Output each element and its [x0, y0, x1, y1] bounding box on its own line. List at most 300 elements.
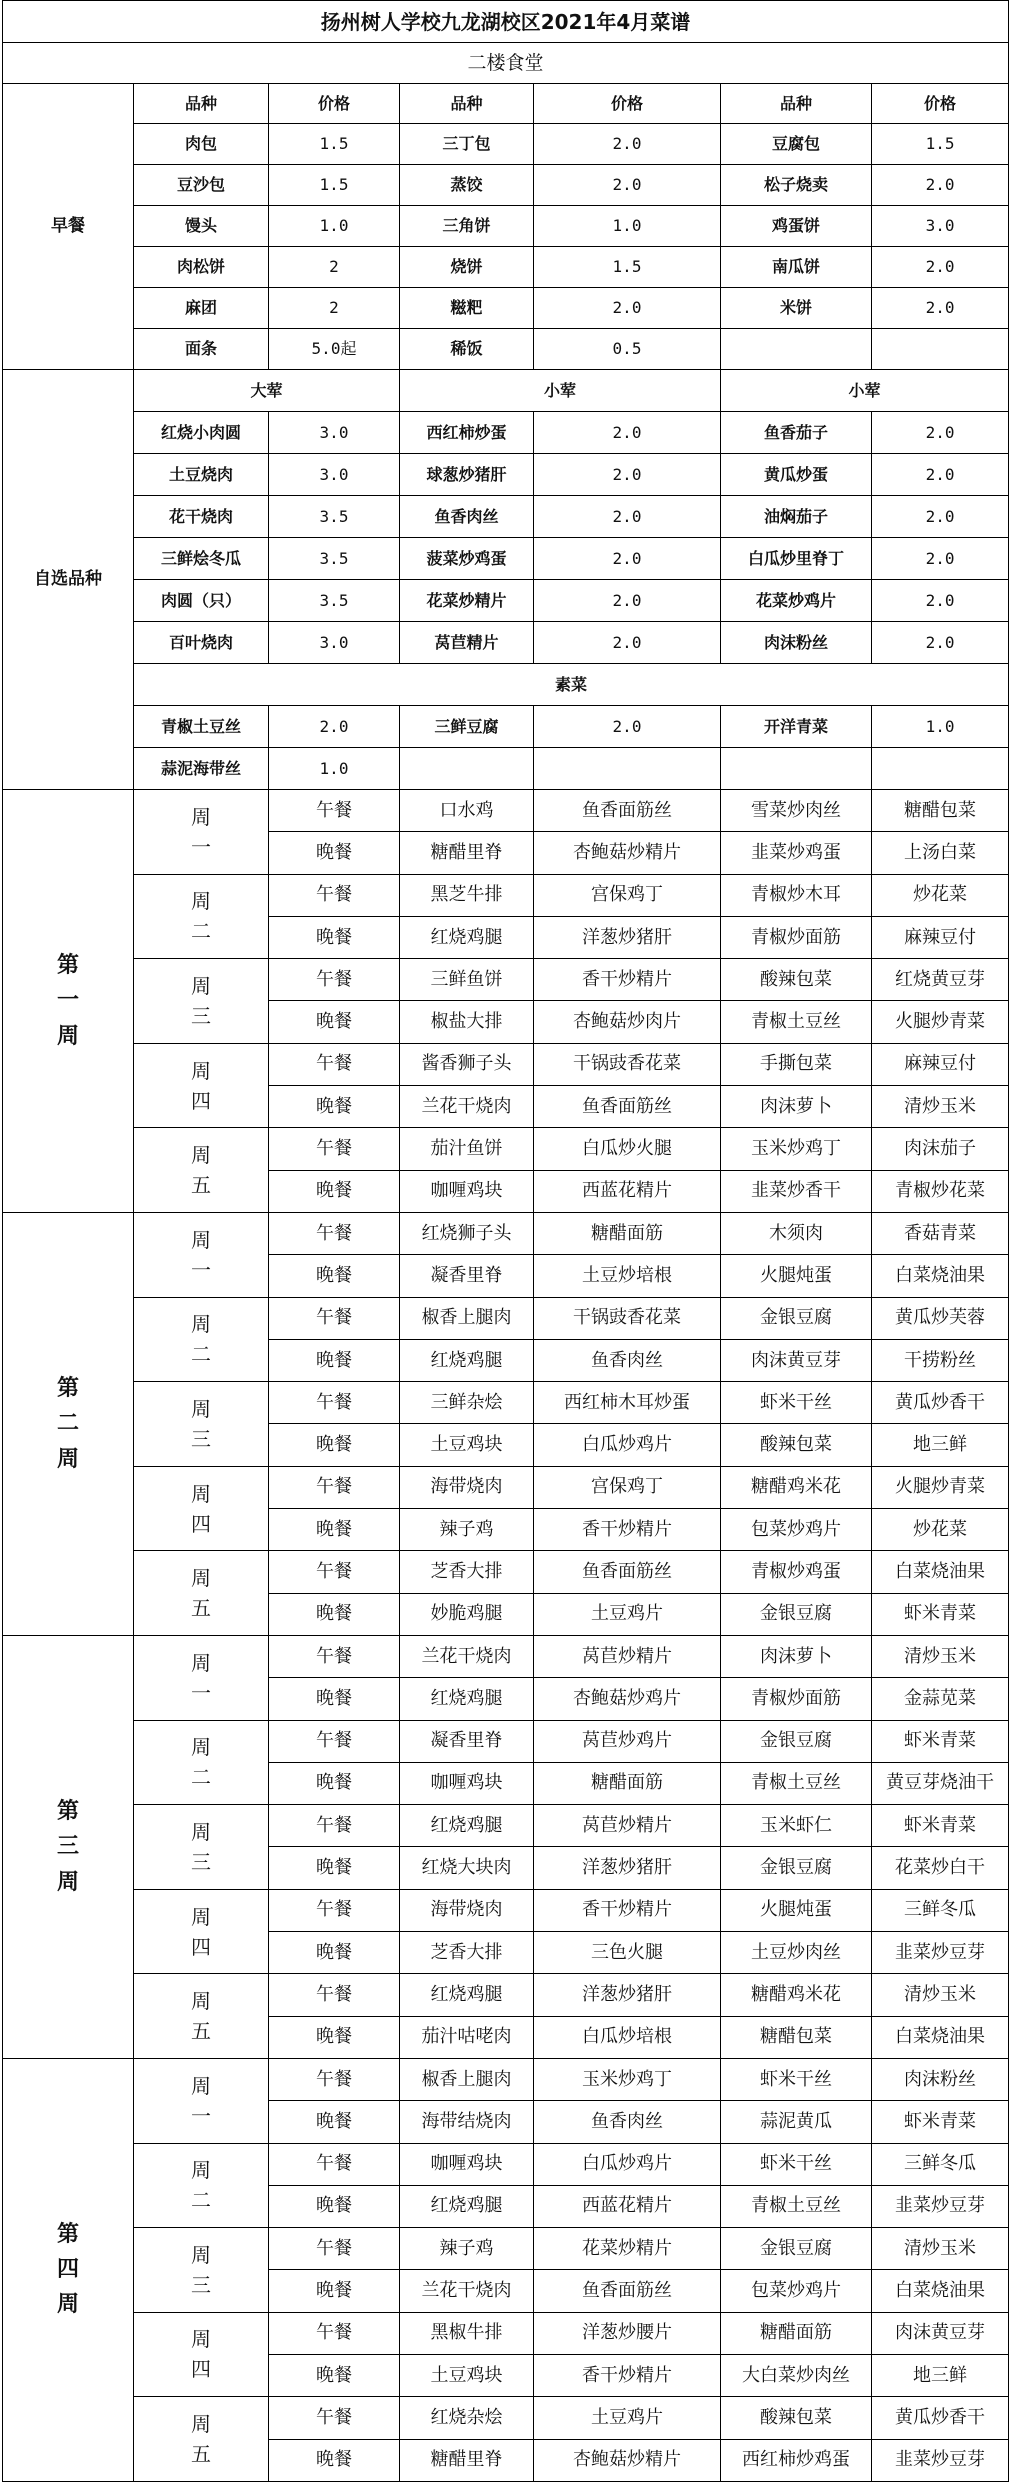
dish-name: 芝香大排 — [400, 1551, 534, 1593]
dish-name: 麻辣豆付 — [872, 916, 1009, 958]
veg-price: 2.0 — [534, 706, 721, 748]
dish-name: 红烧鸡腿 — [400, 1339, 534, 1381]
selfselect-price: 3.0 — [269, 454, 400, 496]
dish-name: 干锅豉香花菜 — [534, 1297, 721, 1339]
selfselect-row — [3, 580, 1009, 622]
dish-name: 蒜泥黄瓜 — [721, 2101, 872, 2143]
dish-name: 鱼香面筋丝 — [534, 790, 721, 832]
dish-name: 地三鲜 — [872, 1424, 1009, 1466]
day-label: 周 二 — [134, 874, 269, 959]
breakfast-price: 1.5 — [534, 247, 721, 288]
canteen-name: 二楼食堂 — [3, 43, 1009, 84]
dish-name: 妙脆鸡腿 — [400, 1593, 534, 1635]
selfselect-price: 2.0 — [534, 538, 721, 580]
dish-name: 清炒玉米 — [872, 1974, 1009, 2016]
dish-name: 香干炒精片 — [534, 959, 721, 1001]
breakfast-price: 2 — [269, 288, 400, 329]
dish-name: 三色火腿 — [534, 1932, 721, 1974]
meal-row — [3, 874, 1009, 916]
breakfast-item: 烧饼 — [400, 247, 534, 288]
selfselect-group-header: 小荤 — [400, 370, 721, 412]
veg-price: 1.0 — [269, 748, 400, 790]
dish-name: 兰花干烧肉 — [400, 1635, 534, 1677]
selfselect-price: 2.0 — [534, 622, 721, 664]
veg-header: 素菜 — [134, 664, 1009, 706]
selfselect-item: 莴苣精片 — [400, 622, 534, 664]
dish-name: 咖喱鸡块 — [400, 1170, 534, 1212]
dish-name: 火腿炒青菜 — [872, 1466, 1009, 1508]
breakfast-price: 1.0 — [534, 206, 721, 247]
selfselect-group-header: 大荤 — [134, 370, 400, 412]
meal-type: 晚餐 — [269, 1509, 400, 1551]
dish-name: 红烧杂烩 — [400, 2397, 534, 2439]
dish-name: 西蓝花精片 — [534, 2185, 721, 2227]
meal-row — [3, 1297, 1009, 1339]
meal-type: 午餐 — [269, 2143, 400, 2185]
breakfast-item: 鸡蛋饼 — [721, 206, 872, 247]
dish-name: 椒香上腿肉 — [400, 2058, 534, 2100]
breakfast-price: 2.0 — [872, 247, 1009, 288]
breakfast-item: 肉包 — [134, 124, 269, 165]
dish-name: 虾米青菜 — [872, 2101, 1009, 2143]
meal-type: 晚餐 — [269, 916, 400, 958]
dish-name: 洋葱炒猪肝 — [534, 1974, 721, 2016]
dish-name: 红烧鸡腿 — [400, 1974, 534, 2016]
dish-name: 凝香里脊 — [400, 1255, 534, 1297]
meal-type: 晚餐 — [269, 1593, 400, 1635]
dish-name: 洋葱炒猪肝 — [534, 916, 721, 958]
dish-name: 土豆炒培根 — [534, 1255, 721, 1297]
selfselect-item: 三鲜烩冬瓜 — [134, 538, 269, 580]
breakfast-row — [3, 247, 1009, 288]
breakfast-column-header: 价格 — [872, 84, 1009, 124]
selfselect-price: 2.0 — [872, 454, 1009, 496]
breakfast-item: 麻团 — [134, 288, 269, 329]
dish-name: 虾米干丝 — [721, 1382, 872, 1424]
meal-type: 午餐 — [269, 1382, 400, 1424]
dish-name: 虾米青菜 — [872, 1593, 1009, 1635]
meal-row — [3, 2312, 1009, 2354]
meal-type: 晚餐 — [269, 1001, 400, 1043]
dish-name: 清炒玉米 — [872, 1086, 1009, 1128]
dish-name: 青椒炒木耳 — [721, 874, 872, 916]
dish-name: 西蓝花精片 — [534, 1170, 721, 1212]
day-label: 周 三 — [134, 2228, 269, 2313]
breakfast-price: 5.0起 — [269, 329, 400, 370]
breakfast-column-header: 品种 — [400, 84, 534, 124]
menu-table-body — [3, 1, 1009, 2482]
breakfast-row — [3, 288, 1009, 329]
dish-name: 青椒炒面筋 — [721, 916, 872, 958]
dish-name: 芝香大排 — [400, 1932, 534, 1974]
meal-type: 午餐 — [269, 1128, 400, 1170]
veg-item: 三鲜豆腐 — [400, 706, 534, 748]
selfselect-item: 花菜炒鸡片 — [721, 580, 872, 622]
week-label: 第 一 周 — [3, 790, 134, 1213]
veg-row — [3, 748, 1009, 790]
breakfast-label: 早餐 — [3, 84, 134, 370]
dish-name: 白瓜炒鸡片 — [534, 1424, 721, 1466]
dish-name: 酸辣包菜 — [721, 959, 872, 1001]
selfselect-price: 3.0 — [269, 412, 400, 454]
dish-name: 清炒玉米 — [872, 1635, 1009, 1677]
menu-table — [2, 0, 1009, 2482]
selfselect-row — [3, 454, 1009, 496]
dish-name: 糖醋面筋 — [534, 1762, 721, 1804]
meal-row — [3, 2397, 1009, 2439]
dish-name: 韭菜炒鸡蛋 — [721, 832, 872, 874]
dish-name: 鱼香面筋丝 — [534, 2270, 721, 2312]
dish-name: 黑椒牛排 — [400, 2312, 534, 2354]
dish-name: 土豆鸡片 — [534, 1593, 721, 1635]
breakfast-item: 面条 — [134, 329, 269, 370]
breakfast-row — [3, 329, 1009, 370]
breakfast-item: 三丁包 — [400, 124, 534, 165]
meal-type: 午餐 — [269, 1466, 400, 1508]
dish-name: 鱼香面筋丝 — [534, 1086, 721, 1128]
dish-name: 麻辣豆付 — [872, 1043, 1009, 1085]
dish-name: 香菇青菜 — [872, 1212, 1009, 1254]
meal-row — [3, 1635, 1009, 1677]
breakfast-item: 蒸饺 — [400, 165, 534, 206]
breakfast-price: 1.5 — [872, 124, 1009, 165]
meal-type: 午餐 — [269, 2058, 400, 2100]
selfselect-price: 3.5 — [269, 538, 400, 580]
menu-title: 扬州树人学校九龙湖校区2021年4月菜谱 — [3, 1, 1009, 43]
dish-name: 花菜炒白干 — [872, 1847, 1009, 1889]
veg-price — [872, 748, 1009, 790]
selfselect-group-header: 小荤 — [721, 370, 1009, 412]
dish-name: 黑芝牛排 — [400, 874, 534, 916]
dish-name: 肉沫茄子 — [872, 1128, 1009, 1170]
veg-row — [3, 706, 1009, 748]
dish-name: 白瓜炒火腿 — [534, 1128, 721, 1170]
breakfast-price — [872, 329, 1009, 370]
dish-name: 青椒炒花菜 — [872, 1170, 1009, 1212]
selfselect-item: 花干烧肉 — [134, 496, 269, 538]
dish-name: 炒花菜 — [872, 874, 1009, 916]
meal-row — [3, 1974, 1009, 2016]
dish-name: 肉沫粉丝 — [872, 2058, 1009, 2100]
selfselect-price: 3.0 — [269, 622, 400, 664]
breakfast-item: 馒头 — [134, 206, 269, 247]
dish-name: 黄豆芽烧油干 — [872, 1762, 1009, 1804]
day-label: 周 四 — [134, 1043, 269, 1128]
dish-name: 白瓜炒鸡片 — [534, 2143, 721, 2185]
meal-row — [3, 2228, 1009, 2270]
dish-name: 红烧鸡腿 — [400, 2185, 534, 2227]
meal-type: 午餐 — [269, 2228, 400, 2270]
dish-name: 兰花干烧肉 — [400, 2270, 534, 2312]
dish-name: 凝香里脊 — [400, 1720, 534, 1762]
meal-type: 午餐 — [269, 1551, 400, 1593]
dish-name: 辣子鸡 — [400, 1509, 534, 1551]
dish-name: 海带烧肉 — [400, 1466, 534, 1508]
dish-name: 白菜烧油果 — [872, 1255, 1009, 1297]
day-label: 周 三 — [134, 959, 269, 1044]
dish-name: 肉沫黄豆芽 — [721, 1339, 872, 1381]
selfselect-item: 球葱炒猪肝 — [400, 454, 534, 496]
dish-name: 莴苣炒精片 — [534, 1805, 721, 1847]
selfselect-price: 2.0 — [534, 496, 721, 538]
dish-name: 虾米青菜 — [872, 1805, 1009, 1847]
dish-name: 宫保鸡丁 — [534, 874, 721, 916]
dish-name: 白瓜炒培根 — [534, 2016, 721, 2058]
dish-name: 土豆炒肉丝 — [721, 1932, 872, 1974]
dish-name: 糖醋鸡米花 — [721, 1466, 872, 1508]
selfselect-price: 2.0 — [872, 580, 1009, 622]
dish-name: 西红柿炒鸡蛋 — [721, 2439, 872, 2481]
dish-name: 茄汁咕咾肉 — [400, 2016, 534, 2058]
breakfast-item: 米饼 — [721, 288, 872, 329]
breakfast-price: 2.0 — [534, 124, 721, 165]
meal-type: 午餐 — [269, 1212, 400, 1254]
day-label: 周 四 — [134, 1889, 269, 1974]
breakfast-price: 2.0 — [534, 288, 721, 329]
breakfast-price: 0.5 — [534, 329, 721, 370]
dish-name: 红烧狮子头 — [400, 1212, 534, 1254]
dish-name: 海带烧肉 — [400, 1889, 534, 1931]
meal-row — [3, 1128, 1009, 1170]
dish-name: 花菜炒精片 — [534, 2228, 721, 2270]
meal-type: 晚餐 — [269, 2101, 400, 2143]
dish-name: 虾米干丝 — [721, 2143, 872, 2185]
dish-name: 糖醋里脊 — [400, 832, 534, 874]
meal-type: 午餐 — [269, 2312, 400, 2354]
meal-row — [3, 1212, 1009, 1254]
dish-name: 上汤白菜 — [872, 832, 1009, 874]
week-label: 第 二 周 — [3, 1212, 134, 1635]
meal-type: 晚餐 — [269, 2270, 400, 2312]
selfselect-item: 西红柿炒蛋 — [400, 412, 534, 454]
veg-item — [721, 748, 872, 790]
breakfast-item: 松子烧卖 — [721, 165, 872, 206]
breakfast-item: 稀饭 — [400, 329, 534, 370]
selfselect-item: 肉圆（只） — [134, 580, 269, 622]
dish-name: 白菜烧油果 — [872, 2270, 1009, 2312]
day-label: 周 四 — [134, 2312, 269, 2397]
veg-price: 2.0 — [269, 706, 400, 748]
dish-name: 火腿炖蛋 — [721, 1255, 872, 1297]
dish-name: 糖醋面筋 — [534, 1212, 721, 1254]
day-label: 周 三 — [134, 1382, 269, 1467]
breakfast-price: 1.5 — [269, 124, 400, 165]
dish-name: 金银豆腐 — [721, 2228, 872, 2270]
dish-name: 酸辣包菜 — [721, 1424, 872, 1466]
dish-name: 咖喱鸡块 — [400, 1762, 534, 1804]
dish-name: 韭菜炒豆芽 — [872, 1932, 1009, 1974]
breakfast-price: 3.0 — [872, 206, 1009, 247]
dish-name: 白菜烧油果 — [872, 1551, 1009, 1593]
breakfast-price: 1.0 — [269, 206, 400, 247]
breakfast-item: 糍粑 — [400, 288, 534, 329]
selfselect-item: 菠菜炒鸡蛋 — [400, 538, 534, 580]
selfselect-item: 白瓜炒里脊丁 — [721, 538, 872, 580]
selfselect-item: 肉沫粉丝 — [721, 622, 872, 664]
meal-type: 午餐 — [269, 790, 400, 832]
meal-type: 晚餐 — [269, 832, 400, 874]
meal-type: 晚餐 — [269, 1847, 400, 1889]
week-label: 第 三 周 — [3, 1635, 134, 2058]
dish-name: 青椒土豆丝 — [721, 1001, 872, 1043]
dish-name: 包菜炒鸡片 — [721, 2270, 872, 2312]
day-label: 周 一 — [134, 1212, 269, 1297]
dish-name: 玉米炒鸡丁 — [721, 1128, 872, 1170]
dish-name: 玉米虾仁 — [721, 1805, 872, 1847]
selfselect-row — [3, 412, 1009, 454]
day-label: 周 一 — [134, 790, 269, 875]
dish-name: 糖醋包菜 — [721, 2016, 872, 2058]
dish-name: 火腿炖蛋 — [721, 1889, 872, 1931]
dish-name: 洋葱炒猪肝 — [534, 1847, 721, 1889]
breakfast-item: 南瓜饼 — [721, 247, 872, 288]
meal-type: 晚餐 — [269, 2354, 400, 2396]
dish-name: 土豆鸡块 — [400, 2354, 534, 2396]
breakfast-column-header: 价格 — [534, 84, 721, 124]
dish-name: 糖醋里脊 — [400, 2439, 534, 2481]
dish-name: 青椒土豆丝 — [721, 1762, 872, 1804]
dish-name: 香干炒精片 — [534, 2354, 721, 2396]
dish-name: 火腿炒青菜 — [872, 1001, 1009, 1043]
selfselect-price: 2.0 — [534, 412, 721, 454]
dish-name: 红烧黄豆芽 — [872, 959, 1009, 1001]
selfselect-row — [3, 622, 1009, 664]
dish-name: 鱼香肉丝 — [534, 1339, 721, 1381]
dish-name: 西红柿木耳炒蛋 — [534, 1382, 721, 1424]
selfselect-row — [3, 496, 1009, 538]
meal-row — [3, 1382, 1009, 1424]
veg-header-row — [3, 664, 1009, 706]
meal-row — [3, 790, 1009, 832]
meal-type: 晚餐 — [269, 2016, 400, 2058]
dish-name: 杏鲍菇炒肉片 — [534, 1001, 721, 1043]
meal-row — [3, 2143, 1009, 2185]
week-label: 第 四 周 — [3, 2058, 134, 2481]
meal-type: 午餐 — [269, 1889, 400, 1931]
meal-type: 晚餐 — [269, 1762, 400, 1804]
dish-name: 黄瓜炒香干 — [872, 1382, 1009, 1424]
dish-name: 金银豆腐 — [721, 1720, 872, 1762]
day-label: 周 四 — [134, 1466, 269, 1551]
veg-item — [400, 748, 534, 790]
meal-row — [3, 1720, 1009, 1762]
dish-name: 酱香狮子头 — [400, 1043, 534, 1085]
dish-name: 红烧鸡腿 — [400, 1805, 534, 1847]
selfselect-item: 鱼香肉丝 — [400, 496, 534, 538]
meal-type: 晚餐 — [269, 2185, 400, 2227]
day-label: 周 一 — [134, 2058, 269, 2143]
dish-name: 肉沫黄豆芽 — [872, 2312, 1009, 2354]
dish-name: 鱼香肉丝 — [534, 2101, 721, 2143]
meal-type: 午餐 — [269, 1720, 400, 1762]
dish-name: 洋葱炒腰片 — [534, 2312, 721, 2354]
breakfast-item: 豆腐包 — [721, 124, 872, 165]
meal-type: 晚餐 — [269, 1424, 400, 1466]
dish-name: 茄汁鱼饼 — [400, 1128, 534, 1170]
breakfast-item: 豆沙包 — [134, 165, 269, 206]
meal-type: 晚餐 — [269, 1086, 400, 1128]
breakfast-item — [721, 329, 872, 370]
dish-name: 大白菜炒肉丝 — [721, 2354, 872, 2396]
dish-name: 兰花干烧肉 — [400, 1086, 534, 1128]
day-label: 周 二 — [134, 1297, 269, 1382]
dish-name: 糖醋鸡米花 — [721, 1974, 872, 2016]
dish-name: 雪菜炒肉丝 — [721, 790, 872, 832]
dish-name: 香干炒精片 — [534, 1889, 721, 1931]
meal-type: 午餐 — [269, 2397, 400, 2439]
breakfast-price: 1.5 — [269, 165, 400, 206]
dish-name: 清炒玉米 — [872, 2228, 1009, 2270]
selfselect-group-row — [3, 370, 1009, 412]
day-label: 周 二 — [134, 1720, 269, 1805]
breakfast-price: 2.0 — [872, 165, 1009, 206]
dish-name: 杏鲍菇炒精片 — [534, 2439, 721, 2481]
breakfast-item: 三角饼 — [400, 206, 534, 247]
breakfast-price: 2.0 — [534, 165, 721, 206]
breakfast-header-row — [3, 84, 1009, 124]
dish-name: 黄瓜炒芙蓉 — [872, 1297, 1009, 1339]
selfselect-item: 红烧小肉圆 — [134, 412, 269, 454]
veg-item: 蒜泥海带丝 — [134, 748, 269, 790]
day-label: 周 五 — [134, 1974, 269, 2059]
meal-type: 晚餐 — [269, 2439, 400, 2481]
dish-name: 金蒜苋菜 — [872, 1678, 1009, 1720]
breakfast-price: 2 — [269, 247, 400, 288]
selfselect-price: 3.5 — [269, 496, 400, 538]
day-label: 周 三 — [134, 1805, 269, 1890]
dish-name: 宫保鸡丁 — [534, 1466, 721, 1508]
selfselect-price: 2.0 — [534, 454, 721, 496]
veg-item: 青椒土豆丝 — [134, 706, 269, 748]
selfselect-label: 自选品种 — [3, 370, 134, 790]
dish-name: 肉沫萝卜 — [721, 1635, 872, 1677]
selfselect-price: 2.0 — [872, 496, 1009, 538]
dish-name: 玉米炒鸡丁 — [534, 2058, 721, 2100]
selfselect-price: 2.0 — [872, 412, 1009, 454]
dish-name: 椒盐大排 — [400, 1001, 534, 1043]
dish-name: 金银豆腐 — [721, 1297, 872, 1339]
meal-type: 晚餐 — [269, 1678, 400, 1720]
dish-name: 香干炒精片 — [534, 1509, 721, 1551]
day-label: 周 二 — [134, 2143, 269, 2228]
selfselect-price: 3.5 — [269, 580, 400, 622]
dish-name: 虾米干丝 — [721, 2058, 872, 2100]
meal-row — [3, 1551, 1009, 1593]
dish-name: 莴苣炒鸡片 — [534, 1720, 721, 1762]
dish-name: 手撕包菜 — [721, 1043, 872, 1085]
dish-name: 虾米青菜 — [872, 1720, 1009, 1762]
meal-type: 午餐 — [269, 874, 400, 916]
dish-name: 金银豆腐 — [721, 1593, 872, 1635]
dish-name: 青椒炒面筋 — [721, 1678, 872, 1720]
selfselect-row — [3, 538, 1009, 580]
day-label: 周 五 — [134, 1128, 269, 1213]
dish-name: 红烧大块肉 — [400, 1847, 534, 1889]
dish-name: 土豆鸡块 — [400, 1424, 534, 1466]
breakfast-column-header: 价格 — [269, 84, 400, 124]
meal-type: 午餐 — [269, 1635, 400, 1677]
meal-row — [3, 1043, 1009, 1085]
selfselect-price: 2.0 — [534, 580, 721, 622]
dish-name: 酸辣包菜 — [721, 2397, 872, 2439]
dish-name: 莴苣炒精片 — [534, 1635, 721, 1677]
title-row — [3, 1, 1009, 43]
dish-name: 红烧鸡腿 — [400, 916, 534, 958]
dish-name: 三鲜冬瓜 — [872, 2143, 1009, 2185]
day-label: 周 一 — [134, 1635, 269, 1720]
selfselect-item: 百叶烧肉 — [134, 622, 269, 664]
dish-name: 杏鲍菇炒鸡片 — [534, 1678, 721, 1720]
